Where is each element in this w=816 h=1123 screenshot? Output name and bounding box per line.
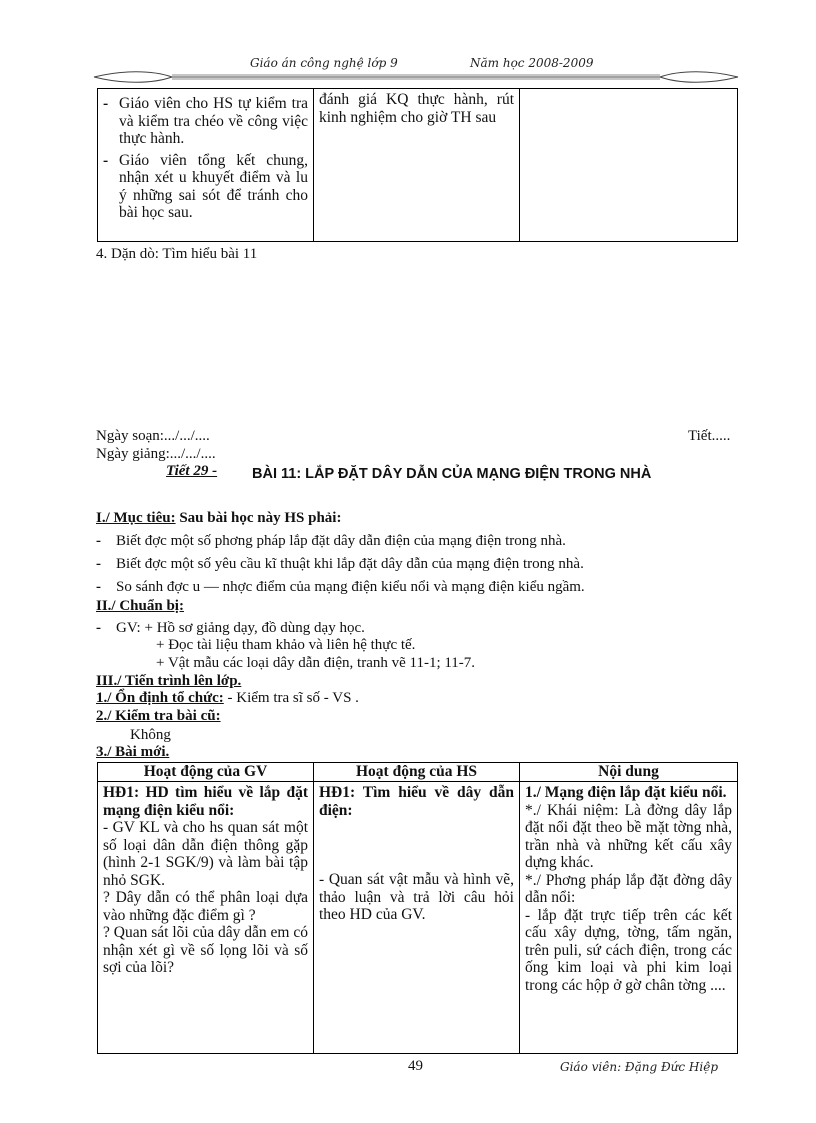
process-heading: III./ Tiến trình lên lớp. (96, 673, 242, 689)
ngay-soan: Ngày soạn:.../.../.... (96, 428, 210, 444)
ngay-giang: Ngày giảng:.../.../.... (96, 446, 216, 462)
hs-activity-cell (314, 782, 520, 1054)
header-left: Giáo án công nghệ lớp 9 (250, 56, 398, 70)
gv-activity-line: ? Quan sát lõi của dây dẫn em có nhận xét gì về số lọng lõi và số sợi của lõi? (103, 924, 308, 976)
process-step3: 3./ Bài mới. (96, 744, 170, 760)
objective-item: - Biết đợc một số phơng pháp lắp đặt dây dẫn điện của mạng điện trong nhà. (96, 533, 566, 549)
top-activity-table (97, 88, 738, 242)
header-ornament-divider (92, 68, 740, 86)
top-table-col3 (520, 89, 738, 242)
lesson-title: BÀI 11: LẮP ĐẶT DÂY DẪN CỦA MẠNG ĐIỆN TRONG NHÀ (252, 466, 652, 482)
header-right: Năm học 2008-2009 (470, 56, 594, 70)
top-table-item: - Giáo viên tổng kết chung, nhận xét u khuyết điểm và lu ý những sai sót để tránh cho bài học sau. (103, 152, 308, 222)
preparation-gv: - GV: + Hồ sơ giảng dạy, đồ dùng dạy học. (96, 620, 365, 636)
process-step2-rest: Không (130, 727, 171, 743)
table-header-content: Nội dung (520, 763, 738, 782)
gv-activity-line: - GV KL và cho hs quan sát một số loại dân dẫn điện thông gặp (hình 2-1 SGK/9) và làm bài tập nhỏ SGK. (103, 819, 308, 889)
preparation-item: + Vật mẫu các loại dây dẫn điện, tranh vẽ 11-1; 11-7. (156, 655, 476, 671)
preparation-heading: II./ Chuẩn bị: (96, 598, 184, 614)
gv-activity-cell (98, 782, 314, 1054)
gv-activity-title: HĐ1: HD tìm hiểu về lắp đặt mạng điện kiểu nổi: (103, 784, 308, 819)
content-line: *./ Phơng pháp lắp đặt đờng dây dẫn nổi: (525, 871, 732, 906)
main-activity-table (97, 762, 738, 1054)
table-header-hs: Hoạt động của HS (314, 763, 520, 782)
objectives-heading (96, 510, 341, 527)
objective-item: - So sánh đợc u — nhợc điểm của mạng điện kiểu nổi và mạng điện kiểu ngầm. (96, 579, 585, 595)
content-cell (520, 782, 738, 1054)
preparation-item: + Đọc tài liệu tham khảo và liên hệ thực tế. (156, 637, 416, 653)
process-step1: 1./ Ổn định tổ chức: - Kiểm tra sĩ số - VS . (96, 690, 359, 706)
tiet-blank: Tiết..... (688, 428, 731, 444)
top-table-col2: đánh giá KQ thực hành, rút kinh nghiệm cho giờ TH sau (314, 89, 520, 242)
process-step2: 2./ Kiểm tra bài cũ: (96, 708, 221, 724)
objectives-heading-rest: Sau bài học này HS phải: (175, 510, 342, 526)
top-table-item: - Giáo viên cho HS tự kiểm tra và kiểm tra chéo về công việc thực hành. (103, 95, 308, 148)
page-number: 49 (408, 1058, 423, 1074)
footer-teacher: Giáo viên: Đặng Đức Hiệp (560, 1060, 719, 1074)
objective-item: - Biết đợc một số yêu cầu kĩ thuật khi lắp đặt dây dẫn của mạng điện trong nhà. (96, 556, 584, 572)
table-header-gv: Hoạt động của GV (98, 763, 314, 782)
content-title: 1./ Mạng điện lắp đặt kiểu nổi. (525, 784, 727, 801)
tiet-label: Tiết 29 - (166, 463, 218, 479)
content-line: - lắp đặt trực tiếp trên các kết cấu xây dựng, tờng, tấm ngăn, trên puli, sứ cách điện, trong các ống kim loại và phi kim loại trong các hộp ở gờ chân tờng .... (525, 906, 732, 994)
content-line: *./ Khái niệm: Là đờng dây lắp đặt nổi đặt theo bề mặt tờng nhà, trần nhà và những kết cấu xây dựng khác. (525, 801, 732, 871)
gv-activity-line: ? Dây dẫn có thể phân loại dựa vào những đặc điểm gì ? (103, 889, 308, 924)
top-table-col1 (98, 89, 314, 242)
hs-activity-text: - Quan sát vật mẫu và hình vẽ, thảo luận và trả lời câu hỏi theo HD của GV. (319, 871, 514, 923)
homework-line: 4. Dặn dò: Tìm hiểu bài 11 (96, 246, 258, 262)
hs-activity-title: HĐ1: Tìm hiểu về dây dẫn điện: (319, 784, 514, 819)
objectives-heading-label: I./ Mục tiêu: (96, 510, 176, 526)
